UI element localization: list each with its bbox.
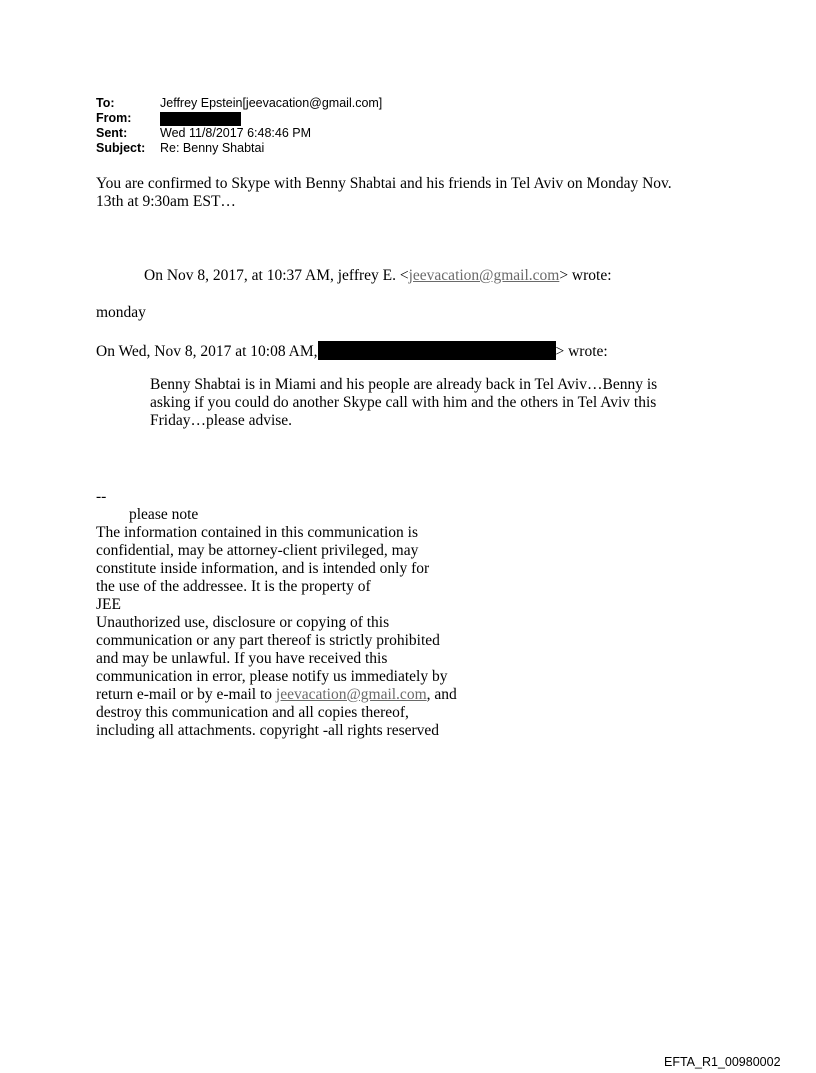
disclaimer-note: please note bbox=[129, 506, 199, 523]
email-header bbox=[96, 96, 382, 156]
sent-label: Sent: bbox=[96, 126, 128, 140]
header-sent-row bbox=[96, 126, 382, 141]
reply2-attribution bbox=[96, 341, 608, 361]
body-line-1: You are confirmed to Skype with Benny Shabtai and his friends in Tel Aviv on Monday Nov. bbox=[96, 175, 672, 192]
disclaimer-line: and may be unlawful. If you have received this bbox=[96, 650, 388, 667]
header-from-row bbox=[96, 111, 382, 126]
disclaimer-email-prefix: return e-mail or by e-mail to bbox=[96, 686, 276, 703]
header-subject-row bbox=[96, 141, 382, 156]
quoted-message bbox=[150, 376, 690, 430]
quoted-line: asking if you could do another Skype call with him and the others in Tel Aviv this bbox=[150, 394, 657, 411]
disclaimer-email-line bbox=[96, 686, 457, 704]
disclaimer-email-link[interactable]: jeevacation@gmail.com bbox=[275, 686, 427, 703]
body-line-2: 13th at 9:30am EST… bbox=[96, 193, 236, 210]
disclaimer-line: the use of the addressee. It is the property of bbox=[96, 578, 371, 595]
disclaimer-line: communication in error, please notify us immediately by bbox=[96, 668, 448, 685]
quoted-line: Friday…please advise. bbox=[150, 412, 293, 429]
to-value: Jeffrey Epstein[jeevacation@gmail.com] bbox=[160, 96, 383, 110]
disclaimer-line: The information contained in this communication is bbox=[96, 524, 418, 541]
sent-value: Wed 11/8/2017 6:48:46 PM bbox=[160, 126, 312, 140]
from-redaction bbox=[160, 112, 241, 126]
sender-redaction bbox=[318, 341, 556, 360]
from-label: From: bbox=[96, 111, 132, 125]
quoted-line: Benny Shabtai is in Miami and his people are already back in Tel Aviv…Benny is bbox=[150, 376, 658, 393]
disclaimer-email-suffix: , and bbox=[426, 686, 457, 703]
document-id: EFTA_R1_00980002 bbox=[664, 1055, 781, 1069]
disclaimer-line: Unauthorized use, disclosure or copying of this bbox=[96, 614, 390, 631]
disclaimer-line: including all attachments. copyright -all rights reserved bbox=[96, 722, 440, 739]
reply2-suffix: > wrote: bbox=[555, 343, 608, 360]
disclaimer-line: destroy this communication and all copies thereof, bbox=[96, 704, 409, 721]
disclaimer-line: constitute inside information, and is intended only for bbox=[96, 560, 430, 577]
reply1-suffix: > wrote: bbox=[559, 267, 612, 284]
reply2-prefix: On Wed, Nov 8, 2017 at 10:08 AM, bbox=[96, 343, 318, 360]
header-to-row bbox=[96, 96, 382, 111]
disclaimer-line: confidential, may be attorney-client privileged, may bbox=[96, 542, 419, 559]
reply1-message: monday bbox=[96, 304, 146, 321]
subject-value: Re: Benny Shabtai bbox=[160, 141, 265, 155]
to-label: To: bbox=[96, 96, 115, 110]
disclaimer-block bbox=[96, 488, 457, 740]
reply1-attribution bbox=[144, 267, 612, 285]
signature-dashes: -- bbox=[96, 488, 107, 505]
disclaimer-line: communication or any part thereof is strictly prohibited bbox=[96, 632, 440, 649]
disclaimer-line: JEE bbox=[96, 596, 121, 613]
subject-label: Subject: bbox=[96, 141, 146, 155]
reply1-prefix: On Nov 8, 2017, at 10:37 AM, jeffrey E. < bbox=[144, 267, 409, 284]
reply1-email-link[interactable]: jeevacation@gmail.com bbox=[408, 267, 560, 284]
